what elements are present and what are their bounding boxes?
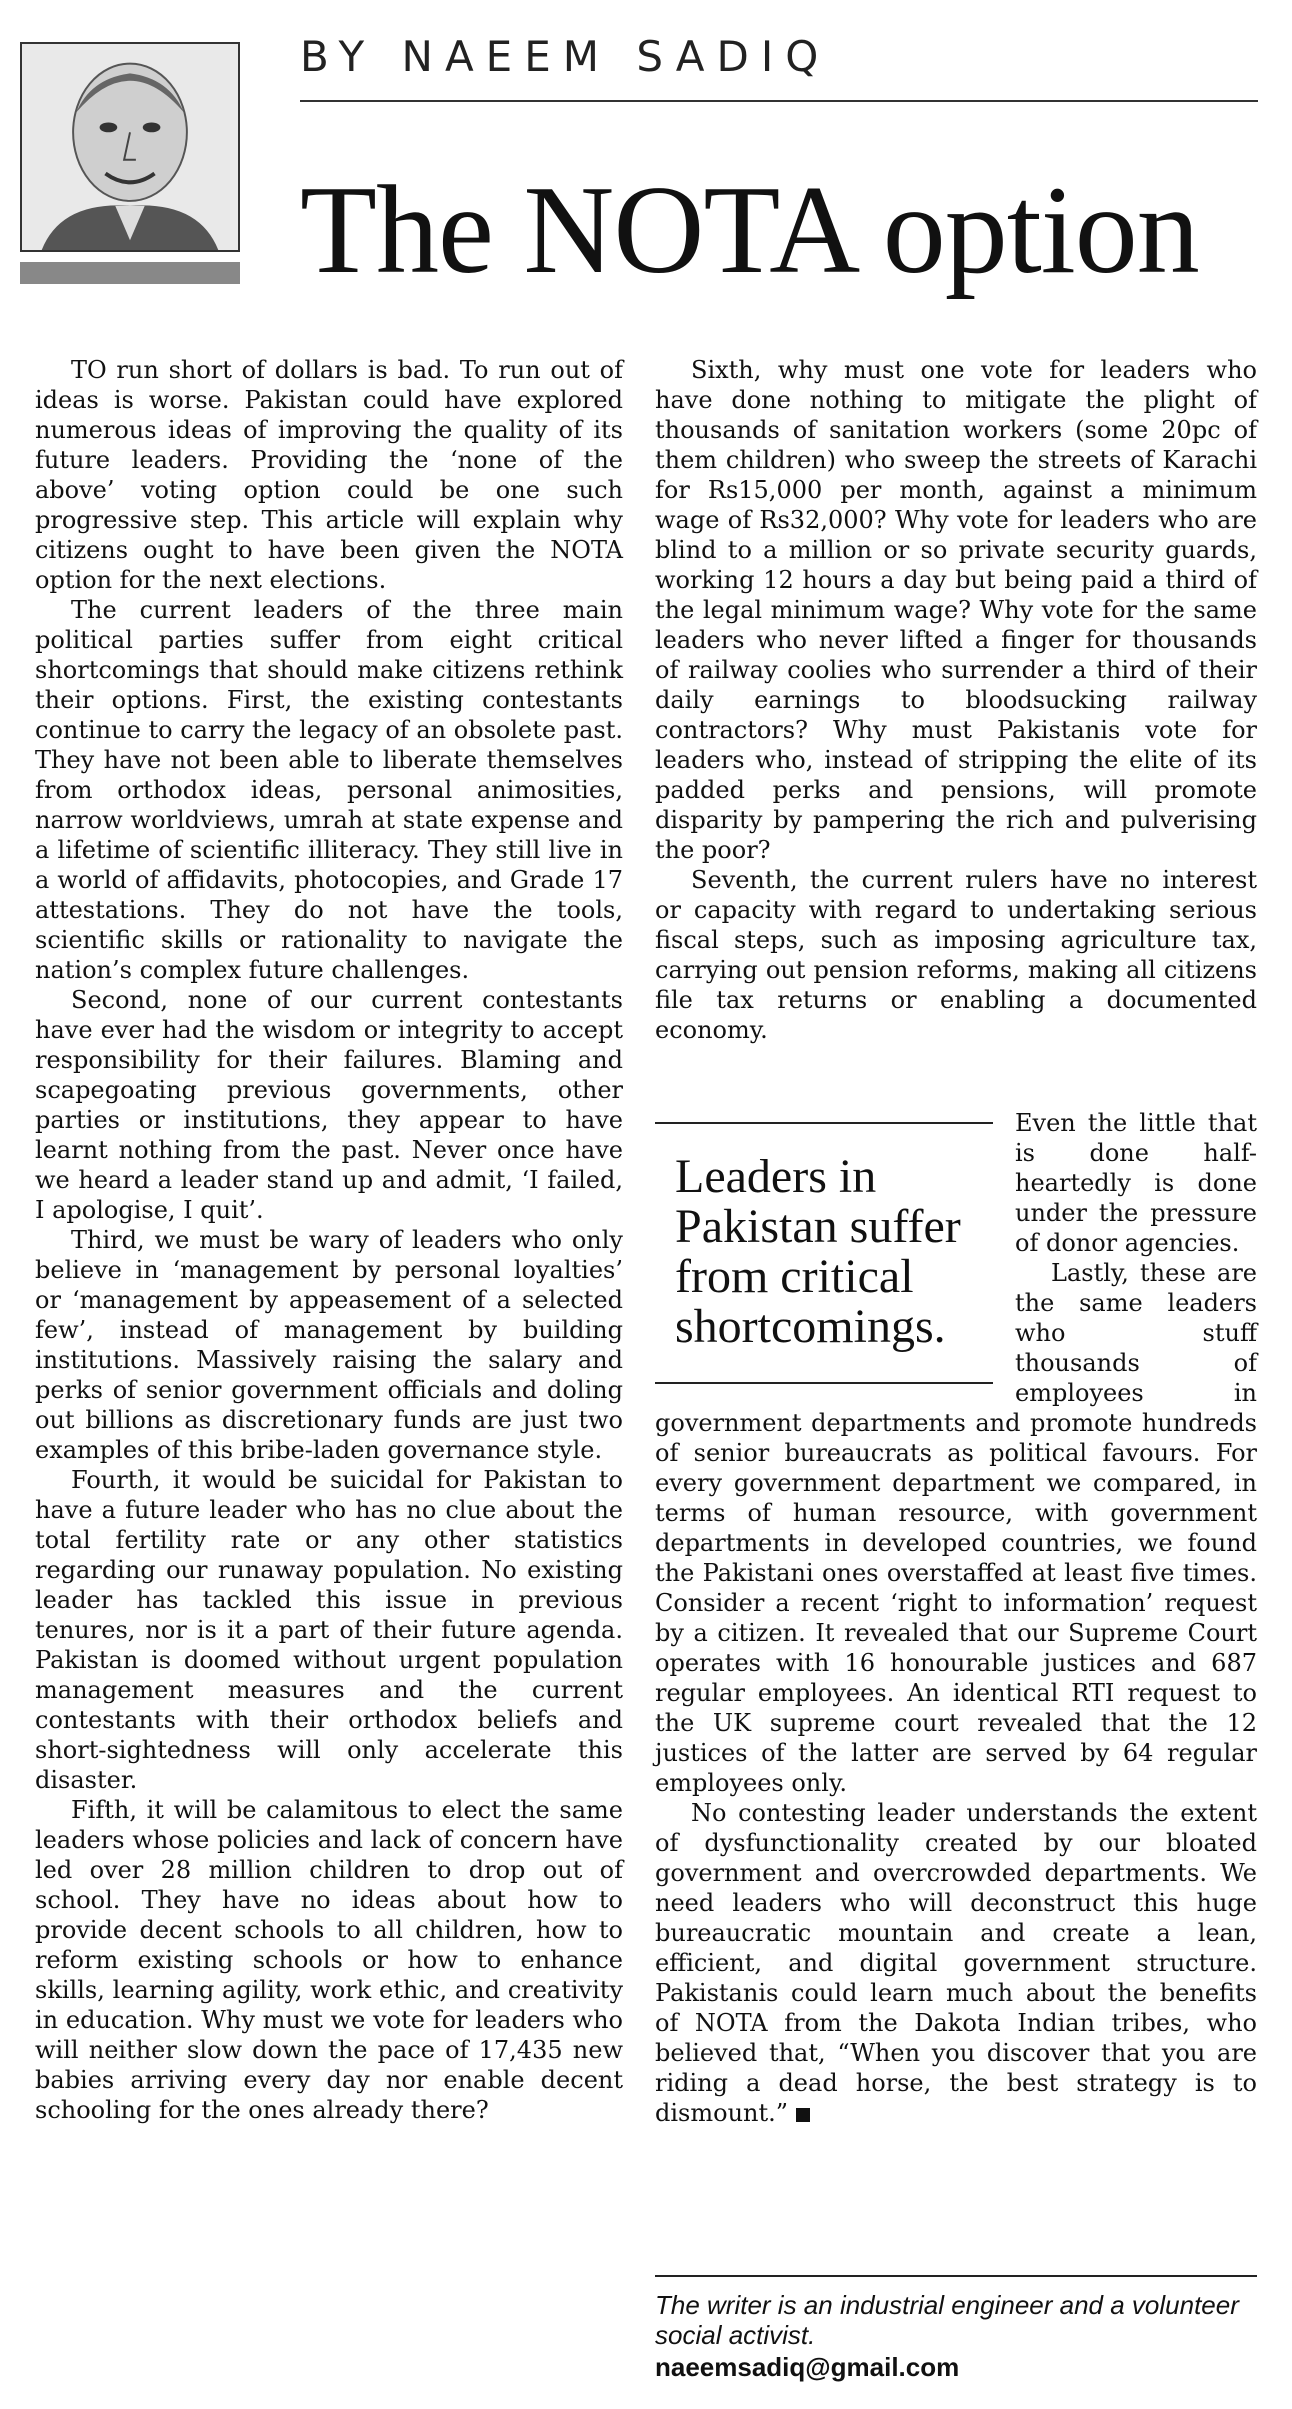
paragraph: Third, we must be wary of leaders who only believe in ‘management by personal loyalties’ or ‘management by appeasement of a selected few’, instead of management by building institutions. Massively raising the salary and perks of senior government officials and doling out billions as discretionary funds are just two examples of this bribe-laden governance style. <box>35 1226 623 1464</box>
paragraph: Fifth, it will be calamitous to elect the same leaders whose policies and lack of concern have led over 28 million children to drop out of school. They have no ideas about how to provide decent schools to all children, how to reform existing schools or how to enhance skills, learning agility, work ethic, and creativity in education. Why must we vote for leaders who will neither slow down the pace of 17,435 new babies arriving every day nor enable decent schooling for the ones already there? <box>35 1796 623 2124</box>
paragraph: Sixth, why must one vote for leaders who have done nothing to mitigate the plight of thousands of sanitation workers (some 20pc of them children) who sweep the streets of Karachi for Rs15,000 per month, against a minimum wage of Rs32,000? Why vote for leaders who are blind to a million or so private security guards, working 12 hours a day but being paid a third of the legal minimum wage? Why vote for the same leaders who never lifted a finger for thousands of railway coolies who surrender a third of their daily earnings to bloodsucking railway contractors? Why must Pakistanis vote for leaders who, instead of stripping the elite of its padded perks and pensions, will promote disparity by pampering the rich and pulverising the poor? <box>655 356 1257 864</box>
article-column-right-top <box>655 355 1257 1045</box>
paragraph: The current leaders of the three main political parties suffer from eight critical shortcomings that should make citizens rethink their options. First, the existing contestants continue to carry the legacy of an obsolete past. They have not been able to liberate themselves from orthodox ideas, personal animosities, narrow worldviews, umrah at state expense and a lifetime of scientific illiteracy. They still live in a world of affidavits, photocopies, and Grade 17 attestations. They do not have the tools, scientific skills or rationality to navigate the nation’s complex future challenges. <box>35 596 623 984</box>
photo-caption-bar <box>20 262 240 284</box>
closing-paragraph-text: No contesting leader understands the extent of dysfunctionality created by our bloated government and overcrowded departments. We need leaders who will deconstruct this huge bureaucratic mountain and create a lean, efficient, and digital government structure. Pakistanis could learn much about the benefits of NOTA from the Dakota Indian tribes, who believed that, “When you discover that you are riding a dead horse, the best strategy is to dismount.” <box>655 1799 1257 2127</box>
paragraph <box>655 1798 1257 2128</box>
footer-divider <box>655 2275 1257 2277</box>
end-mark-icon <box>796 2108 810 2122</box>
paragraph: Second, none of our current contestants have ever had the wisdom or integrity to accept responsibility for their failures. Blaming and scapegoating previous governments, other parties or institutions, they appear to have learnt nothing from the past. Never once have we heard a leader stand up and admit, ‘I failed, I apologise, I quit’. <box>35 986 623 1224</box>
author-portrait-illustration <box>22 44 238 250</box>
article-column-left <box>35 355 623 2125</box>
byline-divider <box>300 100 1258 102</box>
pull-quote-box <box>655 1122 993 1384</box>
article-headline: The NOTA option <box>300 161 1199 300</box>
author-bio: The writer is an industrial engineer and a volunteer social activist. <box>655 2290 1239 2350</box>
author-photo <box>20 42 240 252</box>
paragraph: Even the little that is done half-heartedly is done under the pressure of donor agencies. <box>1015 1109 1257 1257</box>
paragraph: Seventh, the current rulers have no interest or capacity with regard to undertaking serious fiscal steps, such as imposing agriculture tax, carrying out pension reforms, making all citizens file tax returns or enabling a documented economy. <box>655 866 1257 1044</box>
paragraph: TO run short of dollars is bad. To run out of ideas is worse. Pakistan could have explored numerous ideas of improving the quality of its future leaders. Providing the ‘none of the above’ voting option could be one such progressive step. This article will explain why citizens ought to have been given the NOTA option for the next elections. <box>35 356 623 594</box>
pull-quote: Leaders in Pakistan suffer from critical shortcomings. <box>675 1150 961 1353</box>
author-email[interactable]: naeemsadiq@gmail.com <box>655 2352 960 2382</box>
author-byline: BY NAEEM SADIQ <box>300 32 831 81</box>
paragraph: Fourth, it would be suicidal for Pakistan to have a future leader who has no clue about the total fertility rate or any other statistics regarding our runaway population. No existing leader has tackled this issue in previous tenures, nor is it a part of their future agenda. Pakistan is doomed without urgent population management measures and the current contestants with their orthodox beliefs and short-sightedness will only accelerate this disaster. <box>35 1466 623 1794</box>
article-column-right-lower <box>655 1108 1257 2128</box>
paragraph: Lastly, these are the same leaders who stuff thousands of employees in government departments and promote hundreds of senior bureaucrats as political favours. For every government department we compared, in terms of human resource, with government departments in developed countries, we found the Pakistani ones overstaffed at least five times. Consider a recent ‘right to information’ request by a citizen. It revealed that our Supreme Court operates with 16 honourable justices and 687 regular employees. An identical RTI request to the UK supreme court revealed that the 12 justices of the latter are served by 64 regular employees only. <box>655 1259 1257 1797</box>
